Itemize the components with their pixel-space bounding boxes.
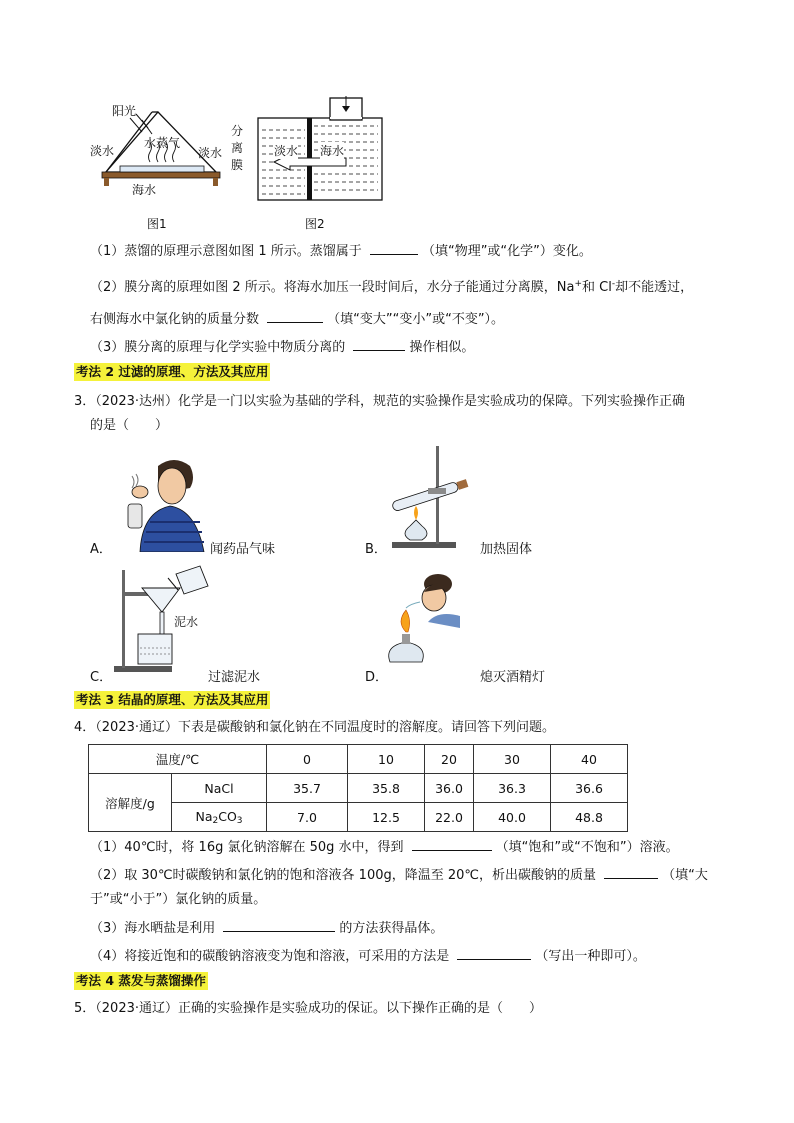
q2-part-3: （3）膜分离的原理与化学实验中物质分离的 操作相似。: [90, 336, 474, 358]
na2co3-value: 7.0: [267, 803, 348, 832]
option-d-image: [384, 570, 468, 666]
q4-blank-1[interactable]: [412, 836, 492, 851]
row-label-nacl: NaCl: [172, 774, 267, 803]
q5-stem: 5．（2023·通辽）正确的实验操作是实验成功的保证。以下操作正确的是（ ）: [74, 1001, 542, 1016]
option-b-letter[interactable]: B．: [365, 542, 387, 557]
fig1-vapor-label: 水蒸气: [144, 136, 181, 150]
fig1-caption: 图1: [147, 217, 167, 231]
fig2-caption: 图2: [305, 217, 325, 231]
na2co3-value: 12.5: [348, 803, 425, 832]
header-solubility: 溶解度/g: [89, 774, 172, 832]
q3-stem-line-2: 的是（ ）: [90, 418, 169, 433]
q4-blank-2[interactable]: [604, 864, 658, 879]
table-row: [89, 745, 628, 774]
row-label-na2co3: $Na_2CO_3$: [172, 803, 267, 832]
q4-blank-4[interactable]: [457, 945, 531, 960]
na2co3-value: 22.0: [425, 803, 474, 832]
section-heading-3: 考法 3 结晶的原理、方法及其应用: [76, 692, 269, 707]
fig1-sea-label: 海水: [132, 183, 157, 197]
fig2-membrane-label-1: 分: [231, 124, 244, 138]
temp-cell: 0: [267, 745, 348, 774]
temp-cell: 30: [474, 745, 551, 774]
temp-cell: 10: [348, 745, 425, 774]
nacl-value: 35.8: [348, 774, 425, 803]
temp-cell: 40: [551, 745, 628, 774]
option-b-text: 加热固体: [480, 542, 533, 557]
q4-part-2: （2）取 30℃时碳酸钠和氯化钠的饱和溶液各 100g，降温至 20℃，析出碳酸钠的质量 （填“大: [90, 864, 708, 886]
q4-stem: 4．（2023·通辽）下表是碳酸钠和氯化钠在不同温度时的溶解度。请回答下列问题。: [74, 720, 555, 735]
q2-blank-1[interactable]: [370, 240, 418, 255]
option-a-image: [110, 452, 210, 552]
q4-part-3: （3）海水晒盐是利用 的方法获得晶体。: [90, 917, 443, 939]
table-row: [89, 774, 628, 803]
fig1-sun-label: 阳光: [112, 104, 137, 118]
q2-blank-2[interactable]: [267, 308, 323, 323]
q2-part-2-cont: 右侧海水中氯化钠的质量分数 （填“变大”“变小”或“不变”）。: [90, 308, 504, 330]
q2-blank-3[interactable]: [353, 336, 405, 351]
option-d-text: 熄灭酒精灯: [480, 670, 546, 685]
section-heading-4: 考法 4 蒸发与蒸馏操作: [76, 973, 206, 988]
nacl-value: 36.0: [425, 774, 474, 803]
q4-blank-3[interactable]: [223, 917, 335, 932]
q3-stem-line-1: 3．（2023·达州）化学是一门以实验为基础的学科，规范的实验操作是实验成功的保障。下列实验操作正确: [74, 394, 685, 409]
header-temp: 温度/℃: [89, 745, 267, 774]
q4-part-4: （4）将接近饱和的碳酸钠溶液变为饱和溶液，可采用的方法是 （写出一种即可）。: [90, 945, 646, 967]
solubility-table: [88, 744, 628, 832]
q2-part-2: （2）膜分离的原理如图 2 所示。将海水加压一段时间后，水分子能通过分离膜，Na+和 Cl-却不能透过，: [90, 279, 694, 295]
na2co3-value: 40.0: [474, 803, 551, 832]
option-a-letter[interactable]: A．: [90, 542, 112, 557]
option-c-mud-label: 泥水: [174, 615, 199, 629]
fig1-fresh-right-label: 淡水: [198, 146, 223, 160]
option-d-letter[interactable]: D．: [365, 670, 389, 685]
nacl-value: 35.7: [267, 774, 348, 803]
option-a-text: 闻药品气味: [210, 542, 276, 557]
fig2-sea-label: 海水: [320, 144, 345, 158]
q4-part-2-cont: 于”或“小于”）氯化钠的质量。: [90, 892, 267, 907]
fig1-fresh-left-label: 淡水: [90, 144, 115, 158]
section-heading-2: 考法 2 过滤的原理、方法及其应用: [76, 364, 269, 379]
option-c-text: 过滤泥水: [208, 670, 261, 685]
option-c-letter[interactable]: C．: [90, 670, 113, 685]
temp-cell: 20: [425, 745, 474, 774]
fig2-fresh-label: 淡水: [274, 144, 299, 158]
na2co3-value: 48.8: [551, 803, 628, 832]
fig2-membrane-label-2: 离: [231, 141, 244, 155]
option-c-image: [112, 564, 216, 674]
nacl-value: 36.3: [474, 774, 551, 803]
q2-part-1: （1）蒸馏的原理示意图如图 1 所示。蒸馏属于 （填“物理”或“化学”）变化。: [90, 240, 592, 262]
option-b-image: [388, 444, 480, 550]
fig2-membrane-label-3: 膜: [231, 158, 244, 172]
nacl-value: 36.6: [551, 774, 628, 803]
q4-part-1: （1）40℃时，将 16g 氯化钠溶解在 50g 水中，得到 （填“饱和”或“不饱和”）溶液。: [90, 836, 679, 858]
